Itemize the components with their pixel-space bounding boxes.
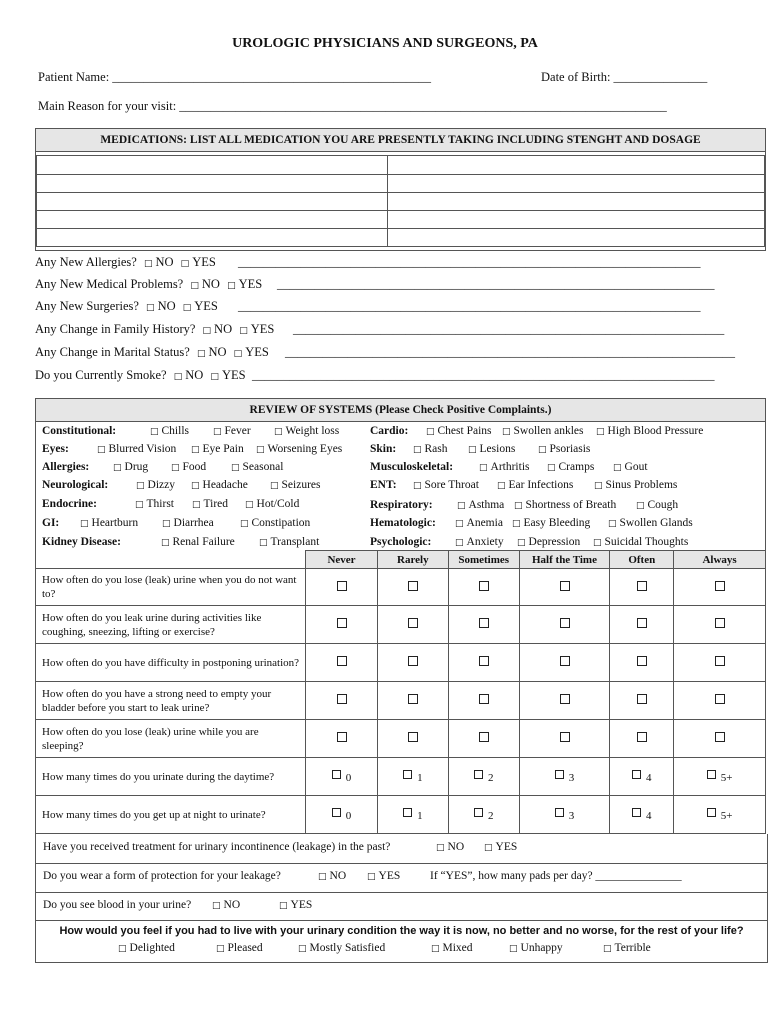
ros-allergies: Allergies:: [42, 461, 90, 473]
yes-checkbox[interactable]: □ YES: [227, 277, 262, 291]
answer-checkbox[interactable]: [377, 606, 448, 644]
answer-checkbox[interactable]: [377, 720, 448, 758]
medication-cell[interactable]: [37, 175, 388, 193]
count-checkbox[interactable]: 5+: [674, 796, 766, 834]
surgeries-question: Any New Surgeries? □ NO □ YES: [35, 299, 218, 314]
count-checkbox[interactable]: 3: [519, 796, 610, 834]
patient-name-field[interactable]: Patient Name: ___________________________________________________: [38, 70, 432, 84]
answer-checkbox[interactable]: [674, 720, 766, 758]
ros-kidney: Kidney Disease:: [42, 536, 121, 548]
protection-row: [35, 863, 768, 893]
ros-skin: Skin:: [370, 443, 397, 455]
blank-header-cell: [36, 551, 306, 569]
no-checkbox[interactable]: □ NO: [197, 345, 227, 359]
allergies-question: Any New Allergies? □ NO □ YES: [35, 255, 216, 270]
pleased-checkbox[interactable]: □ Pleased: [216, 942, 263, 954]
transplant-checkbox[interactable]: □ Transplant: [259, 536, 319, 548]
terrible-checkbox[interactable]: □ Terrible: [603, 942, 651, 954]
count-checkbox[interactable]: 4: [610, 796, 674, 834]
family-history-question: Any Change in Family History? □ NO □ YES: [35, 322, 274, 337]
seizures-checkbox[interactable]: □ Seizures: [270, 479, 320, 491]
answer-checkbox[interactable]: [448, 682, 519, 720]
date-of-birth-field[interactable]: Date of Birth: _______________: [541, 70, 708, 84]
smoke-question: Do you Currently Smoke? □ NO □ YES: [35, 368, 246, 383]
answer-checkbox[interactable]: [306, 720, 378, 758]
arthritis-checkbox[interactable]: □ Arthritis: [479, 461, 530, 473]
count-checkbox[interactable]: 4: [610, 758, 674, 796]
renal-failure-checkbox[interactable]: □ Renal Failure: [161, 536, 235, 548]
answer-checkbox[interactable]: [377, 569, 448, 606]
pads-per-day-field[interactable]: If “YES”, how many pads per day? _______________: [430, 870, 682, 882]
answer-checkbox[interactable]: [377, 682, 448, 720]
sore-throat-checkbox[interactable]: □ Sore Throat: [413, 479, 479, 491]
col-half-the-time: Half the Time: [519, 551, 610, 569]
medications-box: [35, 128, 766, 251]
answer-checkbox[interactable]: [306, 606, 378, 644]
ear-infections-checkbox[interactable]: □ Ear Infections: [497, 479, 573, 491]
worsening-eyes-checkbox[interactable]: □ Worsening Eyes: [256, 443, 342, 455]
count-checkbox[interactable]: 0: [306, 796, 378, 834]
answer-checkbox[interactable]: [377, 644, 448, 682]
col-rarely: Rarely: [377, 551, 448, 569]
mixed-checkbox[interactable]: □ Mixed: [431, 942, 473, 954]
medical-problems-question: Any New Medical Problems? □ NO □ YES: [35, 277, 262, 292]
ros-musculoskeletal: Musculoskeletal:: [370, 461, 454, 473]
allergies-line[interactable]: __________________________________________________________________________: [238, 255, 701, 269]
answer-checkbox[interactable]: [448, 606, 519, 644]
medication-cell[interactable]: [37, 211, 388, 229]
medication-cell[interactable]: [37, 229, 388, 247]
count-checkbox[interactable]: 2: [448, 758, 519, 796]
dizzy-checkbox[interactable]: □ Dizzy: [136, 479, 175, 491]
answer-checkbox[interactable]: [519, 720, 610, 758]
swollen-ankles-checkbox[interactable]: □ Swollen ankles: [502, 425, 583, 437]
blood-no-checkbox[interactable]: □ NO: [212, 899, 240, 911]
question-text: How many times do you urinate during the daytime?: [36, 758, 306, 796]
table-row: [36, 758, 766, 796]
count-checkbox[interactable]: 2: [448, 796, 519, 834]
delighted-checkbox[interactable]: □ Delighted: [118, 942, 175, 954]
protection-question: Do you wear a form of protection for your leakage?: [43, 870, 281, 882]
tired-checkbox[interactable]: □ Tired: [192, 498, 228, 510]
no-checkbox[interactable]: □ NO: [146, 299, 176, 313]
table-row: [36, 720, 766, 758]
anxiety-checkbox[interactable]: □ Anxiety: [455, 536, 504, 548]
answer-checkbox[interactable]: [674, 682, 766, 720]
headache-checkbox[interactable]: □ Headache: [191, 479, 248, 491]
quality-of-life-row: [35, 920, 768, 963]
no-checkbox[interactable]: □ NO: [190, 277, 220, 291]
medications-table: [36, 155, 765, 247]
answer-checkbox[interactable]: [519, 644, 610, 682]
form-title: UROLOGIC PHYSICIANS AND SURGEONS, PA: [232, 36, 538, 51]
count-checkbox[interactable]: 1: [377, 758, 448, 796]
drug-checkbox[interactable]: □ Drug: [113, 461, 148, 473]
ros-endocrine: Endocrine:: [42, 498, 97, 510]
answer-checkbox[interactable]: [448, 644, 519, 682]
mostly-satisfied-checkbox[interactable]: □ Mostly Satisfied: [298, 942, 385, 954]
high-blood-pressure-checkbox[interactable]: □ High Blood Pressure: [596, 425, 703, 437]
question-text: How often do you have difficulty in postponing urination?: [36, 644, 306, 682]
marital-status-question: Any Change in Marital Status? □ NO □ YES: [35, 345, 269, 360]
medical-problems-line[interactable]: ______________________________________________________________________: [277, 277, 715, 291]
count-checkbox[interactable]: 3: [519, 758, 610, 796]
rash-checkbox[interactable]: □ Rash: [413, 443, 448, 455]
answer-checkbox[interactable]: [306, 682, 378, 720]
blurred-vision-checkbox[interactable]: □ Blurred Vision: [97, 443, 176, 455]
table-row: [36, 606, 766, 644]
treatment-question: Have you received treatment for urinary incontinence (leakage) in the past?: [43, 841, 391, 853]
protection-yes-checkbox[interactable]: □ YES: [367, 870, 400, 882]
sinus-problems-checkbox[interactable]: □ Sinus Problems: [594, 479, 677, 491]
medication-cell[interactable]: [388, 175, 765, 193]
swollen-glands-checkbox[interactable]: □ Swollen Glands: [608, 517, 693, 529]
protection-no-checkbox[interactable]: □ NO: [318, 870, 346, 882]
col-often: Often: [610, 551, 674, 569]
ros-psychologic: Psychologic:: [370, 536, 432, 548]
asthma-checkbox[interactable]: □ Asthma: [457, 499, 504, 511]
anemia-checkbox[interactable]: □ Anemia: [455, 517, 503, 529]
answer-checkbox[interactable]: [674, 569, 766, 606]
gout-checkbox[interactable]: □ Gout: [613, 461, 648, 473]
cough-checkbox[interactable]: □ Cough: [636, 499, 678, 511]
answer-checkbox[interactable]: [306, 569, 378, 606]
ros-neurological: Neurological:: [42, 479, 109, 491]
food-checkbox[interactable]: □ Food: [171, 461, 206, 473]
table-row: [36, 682, 766, 720]
medication-cell[interactable]: [37, 193, 388, 211]
chills-checkbox[interactable]: □ Chills: [150, 425, 189, 437]
ros-gi: GI:: [42, 517, 60, 529]
question-text: How often do you lose (leak) urine when you do not want to?: [36, 569, 306, 606]
table-row: [36, 644, 766, 682]
table-row: [36, 796, 766, 834]
medication-cell[interactable]: [388, 229, 765, 247]
heartburn-checkbox[interactable]: □ Heartburn: [80, 517, 138, 529]
fever-checkbox[interactable]: □ Fever: [213, 425, 251, 437]
ros-hematologic: Hematologic:: [370, 517, 436, 529]
ros-cardio: Cardio:: [370, 425, 409, 437]
main-reason-field[interactable]: Main Reason for your visit: ______________________________________________________________________________: [38, 99, 667, 113]
medication-cell[interactable]: [37, 156, 388, 175]
medication-cell[interactable]: [388, 211, 765, 229]
ros-constitutional: Constitutional:: [42, 425, 117, 437]
surgeries-line[interactable]: __________________________________________________________________________: [238, 299, 701, 313]
ros-respiratory: Respiratory:: [370, 499, 433, 511]
treatment-row: [35, 834, 768, 864]
medications-header: MEDICATIONS: LIST ALL MEDICATION YOU ARE PRESENTLY TAKING INCLUDING STENGHT AND DOSAGE: [36, 129, 765, 152]
thirst-checkbox[interactable]: □ Thirst: [135, 498, 174, 510]
shortness-of-breath-checkbox[interactable]: □ Shortness of Breath: [514, 499, 616, 511]
medication-cell[interactable]: [388, 156, 765, 175]
unhappy-checkbox[interactable]: □ Unhappy: [509, 942, 563, 954]
blood-question: Do you see blood in your urine?: [43, 899, 192, 911]
answer-checkbox[interactable]: [519, 682, 610, 720]
constipation-checkbox[interactable]: □ Constipation: [240, 517, 310, 529]
yes-checkbox[interactable]: □ YES: [239, 322, 274, 336]
ros-header: REVIEW OF SYSTEMS (Please Check Positive Complaints.): [36, 399, 765, 422]
table-row: [36, 569, 766, 606]
answer-checkbox[interactable]: [519, 569, 610, 606]
count-checkbox[interactable]: 0: [306, 758, 378, 796]
answer-checkbox[interactable]: [610, 569, 674, 606]
answer-checkbox[interactable]: [610, 720, 674, 758]
easy-bleeding-checkbox[interactable]: □ Easy Bleeding: [512, 517, 590, 529]
blood-row: [35, 892, 768, 921]
no-checkbox[interactable]: □ NO: [144, 255, 174, 269]
family-history-line[interactable]: _____________________________________________________________________: [293, 322, 725, 336]
suicidal-thoughts-checkbox[interactable]: □ Suicidal Thoughts: [593, 536, 688, 548]
count-checkbox[interactable]: 1: [377, 796, 448, 834]
yes-checkbox[interactable]: □ YES: [234, 345, 269, 359]
eye-pain-checkbox[interactable]: □ Eye Pain: [191, 443, 244, 455]
answer-checkbox[interactable]: [674, 644, 766, 682]
answer-checkbox[interactable]: [610, 644, 674, 682]
seasonal-checkbox[interactable]: □ Seasonal: [231, 461, 283, 473]
yes-checkbox[interactable]: □ YES: [210, 368, 245, 382]
treatment-no-checkbox[interactable]: □ NO: [436, 841, 464, 853]
question-text: How often do you have a strong need to empty your bladder before you start to leak urine?: [36, 682, 306, 720]
answer-checkbox[interactable]: [306, 644, 378, 682]
col-never: Never: [306, 551, 378, 569]
col-always: Always: [674, 551, 766, 569]
chest-pains-checkbox[interactable]: □ Chest Pains: [426, 425, 492, 437]
ros-eyes: Eyes:: [42, 443, 69, 455]
answer-checkbox[interactable]: [448, 569, 519, 606]
yes-checkbox[interactable]: □ YES: [181, 255, 216, 269]
hot-cold-checkbox[interactable]: □ Hot/Cold: [245, 498, 299, 510]
answer-checkbox[interactable]: [448, 720, 519, 758]
question-text: How many times do you get up at night to urinate?: [36, 796, 306, 834]
question-text: How often do you lose (leak) urine while you are sleeping?: [36, 720, 306, 758]
lesions-checkbox[interactable]: □ Lesions: [468, 443, 515, 455]
yes-checkbox[interactable]: □ YES: [183, 299, 218, 313]
diarrhea-checkbox[interactable]: □ Diarrhea: [162, 517, 214, 529]
answer-checkbox[interactable]: [674, 606, 766, 644]
no-checkbox[interactable]: □ NO: [203, 322, 233, 336]
question-text: How often do you leak urine during activities like coughing, sneezing, lifting or exercise?: [36, 606, 306, 644]
blood-yes-checkbox[interactable]: □ YES: [279, 899, 312, 911]
count-checkbox[interactable]: 5+: [674, 758, 766, 796]
weight-loss-checkbox[interactable]: □ Weight loss: [274, 425, 339, 437]
treatment-yes-checkbox[interactable]: □ YES: [484, 841, 517, 853]
depression-checkbox[interactable]: □ Depression: [517, 536, 580, 548]
quality-of-life-question: How would you feel if you had to live with your urinary condition the way it is now, no better and no worse, for the rest of your life?: [59, 925, 744, 937]
answer-checkbox[interactable]: [610, 682, 674, 720]
no-checkbox[interactable]: □ NO: [174, 368, 204, 382]
ros-ent: ENT:: [370, 479, 397, 491]
smoke-line[interactable]: __________________________________________________________________________: [252, 368, 715, 382]
psoriasis-checkbox[interactable]: □ Psoriasis: [538, 443, 590, 455]
frequency-table: [35, 550, 766, 834]
answer-checkbox[interactable]: [610, 606, 674, 644]
answer-checkbox[interactable]: [519, 606, 610, 644]
medication-cell[interactable]: [388, 193, 765, 211]
marital-status-line[interactable]: ________________________________________________________________________: [285, 345, 735, 359]
col-sometimes: Sometimes: [448, 551, 519, 569]
cramps-checkbox[interactable]: □ Cramps: [547, 461, 594, 473]
